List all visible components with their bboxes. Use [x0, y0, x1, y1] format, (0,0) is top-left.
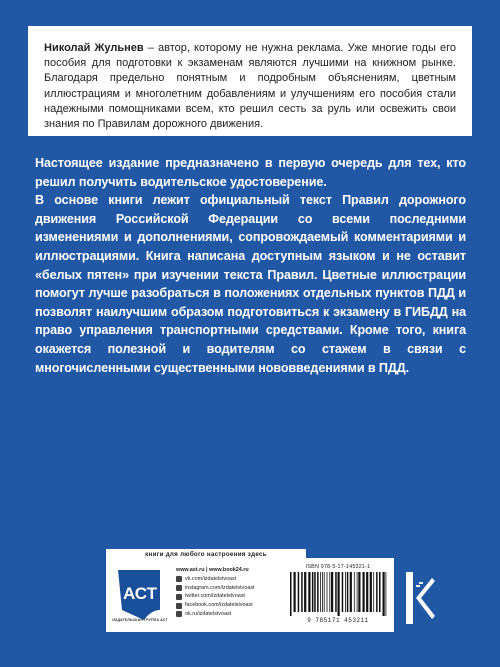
barcode-bar [294, 572, 296, 612]
barcode-bar [338, 572, 340, 616]
barcode-bar [342, 572, 344, 612]
vk-icon [176, 576, 182, 582]
barcode-bar [320, 572, 321, 612]
k-mark-line-1 [416, 585, 420, 587]
ok-icon [176, 611, 182, 617]
publisher-logo [114, 566, 166, 624]
social-link-twitter[interactable]: twitter.com/izdatelstvoast [176, 592, 296, 601]
barcode-bar [370, 572, 372, 612]
barcode-bar [357, 572, 358, 612]
barcode-number: 9 785171 453211 [307, 617, 369, 624]
barcode-block [286, 564, 390, 630]
barcode-bar [383, 572, 385, 616]
description-paragraph-2: В основе книги лежит официальный текст Правил дорожного движения Российской Федерации со всеми последними изменениями и дополнениями, сопровождаемый комментариями и иллюстрациями. Книга написана доступным языком и не оставит «белых пятен» при изучении текста Правил. Цветные иллюстрации помогут лучше разобраться в положениях отдельных пунктов ПДД и позволят наилучшим образом подготовиться к экзамену в ГИБДД на право управления транспортными средствами. Кроме того, книга окажется полезной и водителям со стажем в связи с многочисленными существенными нововведениями в ПДД. [35, 193, 466, 375]
description-paragraph-1: Настоящее издание предназначено в первую очередь для тех, кто решил получить водительское удостоверение. [35, 156, 466, 189]
barcode-bar [304, 572, 306, 612]
publisher-caption: ИЗДАТЕЛЬСКАЯ ГРУППА АСТ [112, 618, 168, 622]
barcode-bar [386, 572, 387, 616]
social-link-instagram[interactable]: instagram.com/izdatelstvoast [176, 584, 296, 593]
author-name: Николай Жульнев [44, 42, 144, 54]
barcode-bar [366, 572, 368, 612]
isbn-number: ISBN 978-5-17-145321-1 [305, 564, 371, 570]
imprint-panel [106, 558, 394, 632]
barcode-bar [298, 572, 300, 612]
barcode-bar [363, 572, 365, 612]
barcode-bar [317, 572, 319, 612]
instagram-icon [176, 585, 182, 591]
barcode-bar [354, 572, 355, 612]
publisher-slogan: книги для любого настроения здесь [106, 549, 306, 560]
social-link-vk[interactable]: vk.com/izdatelstvoast [176, 575, 296, 584]
author-panel [28, 26, 472, 136]
barcode-bar [324, 572, 325, 612]
barcode-bar [373, 572, 374, 612]
social-link-ok[interactable]: ok.ru/izdatelstvoast [176, 610, 296, 619]
barcode-bar [347, 572, 349, 612]
k-mark-line-2 [419, 582, 423, 584]
barcode-bar [301, 572, 303, 612]
twitter-icon [176, 594, 182, 600]
barcode-bar [308, 572, 310, 612]
barcode-bar [358, 572, 360, 612]
barcode [286, 572, 390, 616]
social-link-facebook[interactable]: facebook.com/izdatelstvoast [176, 601, 296, 610]
website-links[interactable]: www.ast.ru | www.book24.ru [176, 567, 249, 573]
barcode-bar [350, 572, 352, 612]
book-description [35, 154, 466, 377]
barcode-bar [322, 572, 323, 612]
barcode-bar [331, 572, 333, 612]
facebook-icon [176, 603, 182, 609]
author-bio [44, 41, 456, 132]
barcode-bar [329, 572, 330, 612]
barcode-bar [376, 572, 378, 612]
publisher-links [176, 566, 296, 619]
k-brand-mark [406, 572, 436, 624]
author-bio-text: – автор, которому не нужна реклама. Уже многие годы его пособия для подготовки к экзаменам являются лучшими на книжном рынке. Благодаря предельно понятным и подробным объяснениям, цветным иллюстрациям и многолетним добавлениям и улучшениям его пособия стали надежными помощниками всем, кто решил сесть за руль или освежить свои знания по Правилам дорожного движения. [44, 42, 456, 131]
barcode-bar [290, 572, 292, 616]
k-mark-arms [416, 578, 435, 619]
barcode-bar [379, 572, 381, 612]
k-mark-stem [406, 572, 413, 624]
barcode-bar [335, 572, 337, 612]
logo-text: АСТ [122, 584, 158, 603]
barcode-bar [312, 572, 314, 612]
barcode-bar [314, 572, 316, 612]
barcode-bar [345, 572, 346, 612]
barcode-bar [327, 572, 328, 612]
